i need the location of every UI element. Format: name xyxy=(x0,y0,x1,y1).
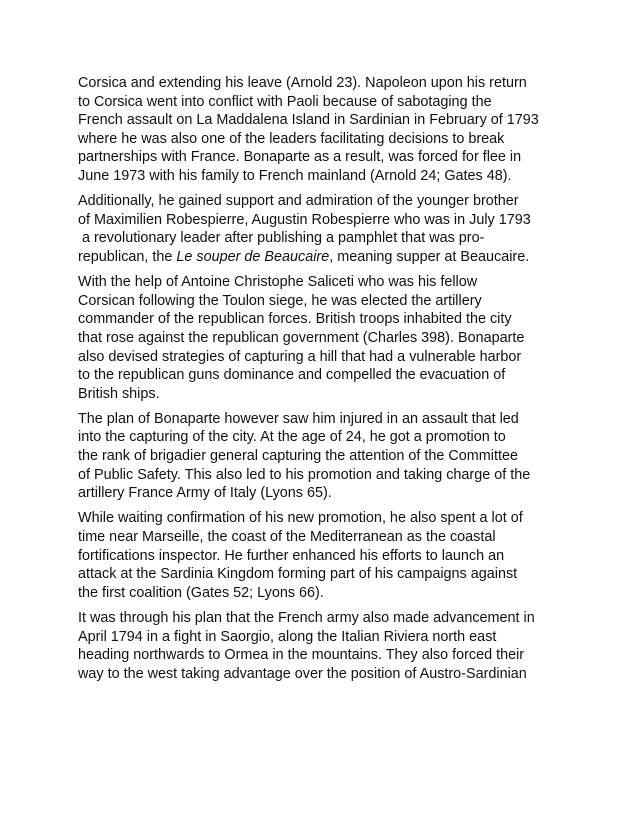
text-line: of Maximilien Robespierre, Augustin Robespierre who was in July 1793 xyxy=(78,211,531,228)
text-line: the rank of brigadier general capturing the attention of the Committee xyxy=(78,448,518,465)
text-line: a revolutionary leader after publishing a pamphlet that was pro- xyxy=(82,230,485,247)
text-line: Corsican following the Toulon siege, he was elected the artillery xyxy=(78,292,482,309)
text-line: to the republican guns dominance and compelled the evacuation of xyxy=(78,367,506,384)
text-line: The plan of Bonaparte however saw him injured in an assault that led xyxy=(78,410,519,427)
document-body xyxy=(78,74,564,690)
text-run: republican, the xyxy=(78,248,177,265)
text-line: While waiting confirmation of his new promotion, he also spent a lot of xyxy=(78,510,523,527)
text-line: June 1973 with his family to French mainland (Arnold 24; Gates 48). xyxy=(78,167,512,184)
text-line: fortifications inspector. He further enhanced his efforts to launch an xyxy=(78,547,505,564)
italic-title: Le souper de Beaucaire xyxy=(176,248,330,265)
text-line: that rose against the republican government (Charles 398). Bonaparte xyxy=(78,329,525,346)
paragraph-1 xyxy=(78,74,564,186)
paragraph-2 xyxy=(78,192,564,266)
text-line: With the help of Antoine Christophe Saliceti who was his fellow xyxy=(78,274,478,291)
text-line: It was through his plan that the French army also made advancement in xyxy=(78,610,535,626)
text-line: April 1794 in a fight in Saorgio, along the Italian Riviera north east xyxy=(78,628,497,645)
paragraph-6 xyxy=(78,609,564,683)
paragraph-3 xyxy=(78,273,564,403)
text-line: commander of the republican forces. British troops inhabited the city xyxy=(78,311,512,328)
text-line: time near Marseille, the coast of the Mediterranean as the coastal xyxy=(78,529,496,546)
text-line xyxy=(78,248,564,267)
paragraph-5 xyxy=(78,509,564,602)
text-line: way to the west taking advantage over the position of Austro-Sardinian xyxy=(78,665,527,682)
text-line: French assault on La Maddalena Island in Sardinian in February of 1793 xyxy=(78,112,539,129)
text-line: into the capturing of the city. At the age of 24, he got a promotion to xyxy=(78,429,506,446)
paragraph-4 xyxy=(78,410,564,503)
text-run: , meaning supper at Beaucaire. xyxy=(329,248,530,265)
text-line: Additionally, he gained support and admiration of the younger brother xyxy=(78,193,519,210)
text-line: where he was also one of the leaders facilitating decisions to break xyxy=(78,130,505,147)
text-line: British ships. xyxy=(78,385,160,402)
text-line: attack at the Sardinia Kingdom forming part of his campaigns against xyxy=(78,566,518,583)
text-line: the first coalition (Gates 52; Lyons 66). xyxy=(78,584,324,601)
text-line: artillery France Army of Italy (Lyons 65). xyxy=(78,485,332,502)
text-line: Corsica and extending his leave (Arnold 23). Napoleon upon his return xyxy=(78,75,527,91)
text-line: partnerships with France. Bonaparte as a result, was forced for flee in xyxy=(78,149,522,166)
text-line: heading northwards to Ormea in the mountains. They also forced their xyxy=(78,647,525,664)
text-line: of Public Safety. This also led to his promotion and taking charge of the xyxy=(78,466,531,483)
text-line: also devised strategies of capturing a hill that had a vulnerable harbor xyxy=(78,348,522,365)
text-line: to Corsica went into conflict with Paoli because of sabotaging the xyxy=(78,93,492,110)
